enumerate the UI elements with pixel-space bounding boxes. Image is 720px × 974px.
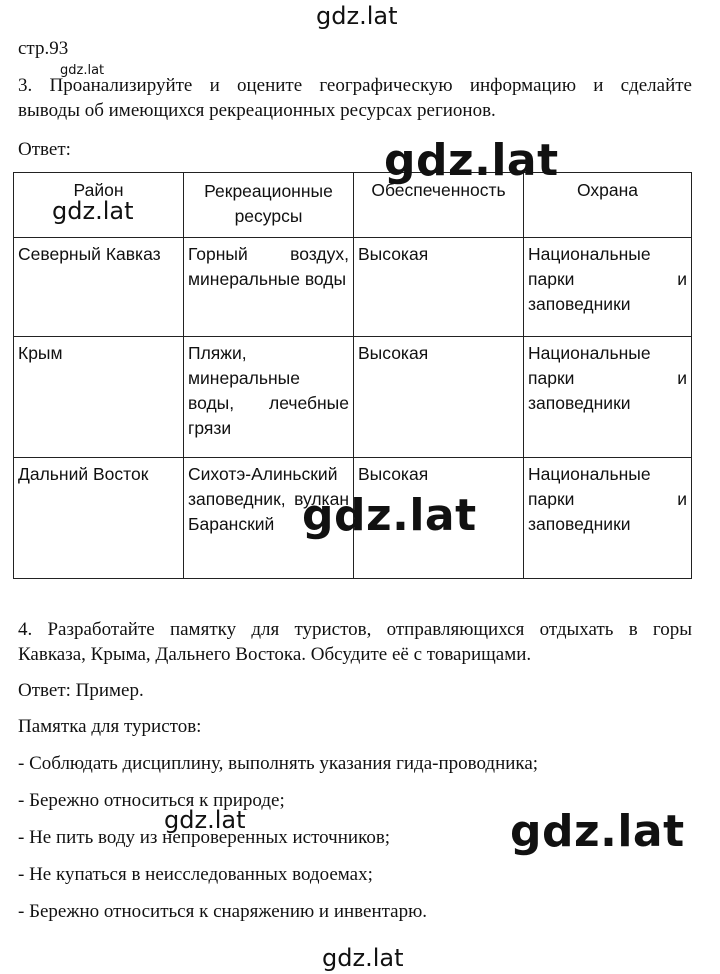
watermark-top: gdz.lat — [316, 2, 398, 30]
watermark-table-header: gdz.lat — [52, 197, 134, 225]
header-resources — [184, 173, 354, 238]
cell-provision: Высокая — [354, 458, 524, 579]
cell-protection-text: Национальные парки и заповедники — [528, 464, 687, 534]
memo-title: Памятка для туристов: — [18, 716, 202, 737]
memo-item: - Соблюдать дисциплину, выполнять указания гида-проводника; — [18, 753, 539, 774]
memo-item: - Не купаться в неисследованных водоемах; — [18, 864, 373, 885]
header-resources-text: Рекреационные ресурсы — [204, 181, 333, 226]
cell-provision: Высокая — [354, 238, 524, 337]
watermark-small-list: gdz.lat — [164, 806, 246, 834]
task3-answer-label: Ответ: — [18, 139, 71, 160]
task3-line2: выводы об имеющихся рекреационных ресурсах регионов. — [18, 100, 496, 121]
cell-protection — [524, 337, 692, 458]
header-provision-text: Обеспеченность — [371, 179, 506, 200]
memo-item: - Бережно относиться к снаряжению и инвентарю. — [18, 901, 428, 922]
task3-line1: 3. Проанализируйте и оцените географическую информацию и сделайте — [18, 75, 692, 96]
cell-region: Северный Кавказ — [14, 238, 184, 337]
cell-resources — [184, 238, 354, 337]
cell-provision: Высокая — [354, 337, 524, 458]
cell-region: Дальний Восток — [14, 458, 184, 579]
task4-line2: Кавказа, Крыма, Дальнего Востока. Обсудите её с товарищами. — [18, 644, 532, 665]
table-row — [14, 238, 692, 337]
watermark-big-table: gdz.lat — [302, 490, 477, 541]
cell-region: Крым — [14, 337, 184, 458]
watermark-bottom: gdz.lat — [322, 944, 404, 972]
cell-protection — [524, 458, 692, 579]
cell-resources-text: Горный воздух, минеральные воды — [188, 244, 349, 289]
watermark-big-header: gdz.lat — [384, 135, 559, 186]
page-ref: стр.93 — [18, 38, 69, 59]
task4-line1: 4. Разработайте памятку для туристов, отправляющихся отдыхать в горы — [18, 619, 692, 640]
memo-item: - Бережно относиться к природе; — [18, 790, 285, 811]
table-row — [14, 337, 692, 458]
watermark-small-task3: gdz.lat — [60, 63, 105, 78]
cell-protection-text: Национальные парки и заповедники — [528, 244, 687, 314]
cell-resources — [184, 337, 354, 458]
memo-item: - Не пить воду из непроверенных источников; — [18, 827, 391, 848]
cell-protection-text: Национальные парки и заповедники — [528, 343, 687, 413]
watermark-big-list: gdz.lat — [510, 806, 685, 857]
cell-resources-text: Сихотэ-Алиньский заповедник, вулкан Баранский — [188, 464, 349, 534]
cell-resources-text: Пляжи, минеральные воды, лечебные грязи — [188, 343, 349, 438]
task4-answer-label: Ответ: Пример. — [18, 680, 144, 701]
header-protection-text: Охрана — [576, 179, 639, 200]
cell-protection — [524, 238, 692, 337]
header-region-text: Район — [73, 179, 124, 200]
